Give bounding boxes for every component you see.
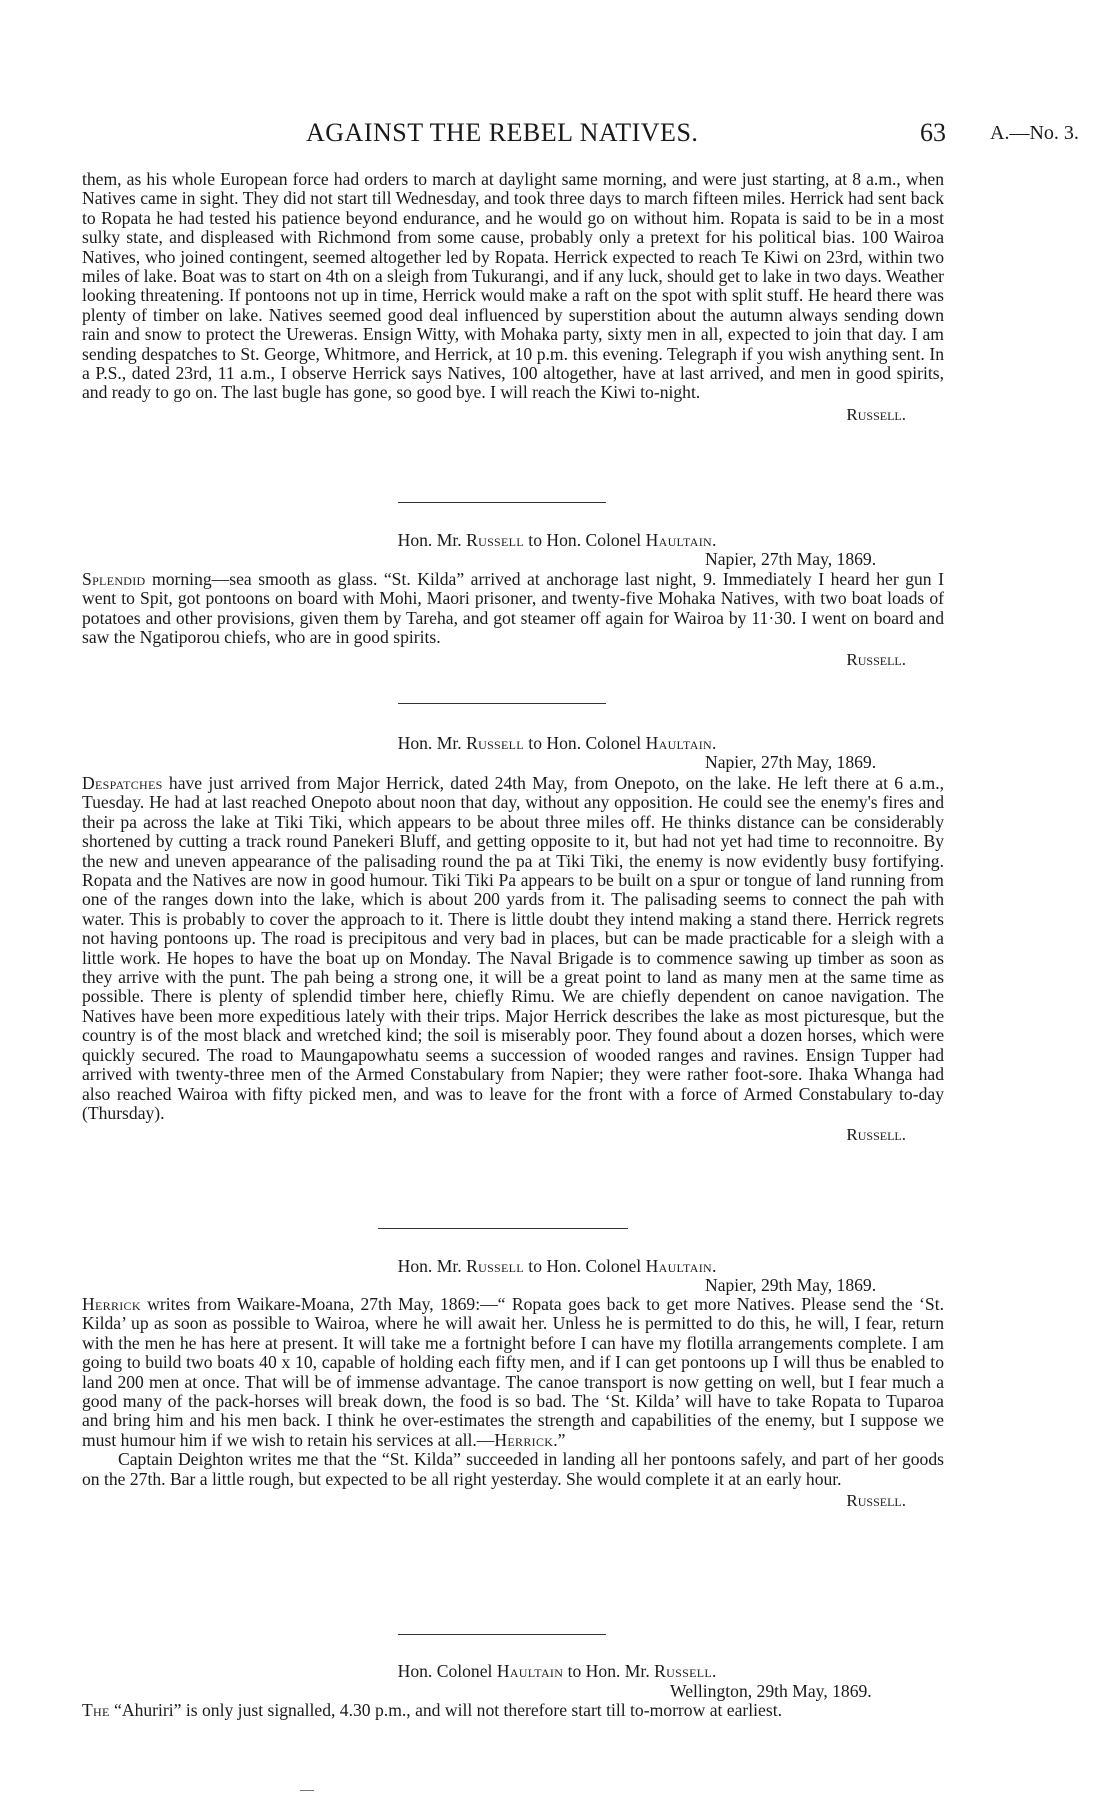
letter-paragraph: have just arrived from Major Herrick, dated 24th May, from Onepoto, on the lake. He left there at 6 a.m., Tuesday. He had at last reached Onepoto about noon that day, without any opposition. He could see the enemy's fires and their pa across the lake at Tiki Tiki, which appears to be about three miles off. He thinks distance can be considerably shortened by cutting a track round Panekeri Bluff, and getting opposite to it, but had not yet had time to reconnoitre. By the new and uneven appearance of the palisading round the pa at Tiki Tiki, the enemy is now evidently busy fortifying. Ropata and the Natives are now in good humour. Tiki Tiki Pa appears to be built on a spur or tongue of land running from one of the ranges down into the lake, which is about 200 yards from it. The palisading seems to connect the pah with water. This is probably to cover the approach to it. There is little doubt they intend making a stand there. Herrick regrets not having pontoons up. The road is precipitous and very bad in places, but can be made practicable for a sleigh with a little work. He hopes to have the boat up on Monday. The Naval Brigade is to commence sawing up timber as soon as they arrive with the punt. The pah being a strong one, it will be a great point to land as many men at the same time as possible. There is plenty of splendid timber here, chiefly Rimu. We are chiefly dependent on canoe navigation. The Natives have been more expeditious lately with their trips. Major Herrick describes the lake as most picturesque, but the country is of the most black and wretched kind; the soil is miserably poor. They found about a dozen horses, which were quickly secured. The road to Maungapowhatu seems a succession of wooded ranges and ravines. Ensign Tupper had arrived with twenty-three men of the Armed Constabulary from Napier; they were rather foot-sore. Ihaka Whanga had also reached Wairoa with fifty picked men, and was to leave for the front with a force of Armed Constabulary to-day (Thursday). (82, 773, 944, 1123)
letter-body: Herrick writes from Waikare-Moana, 27th May, 1869:—“ Ropata goes back to get more Natives. Please send the ‘St. Kilda’ up as soon as possible to Wairoa, where he will await her. Unless he is permitted to do this, he will, I fear, return with the men he has here at present. It will take me a fortnight before I can have my flotilla arrangements complete. I am going to build two boats 40 x 10, capable of holding each fifty men, and if I can get pontoons up I will thus be enabled to land 200 men at once. That will be of immense advantage. The canoe transport is now getting on well, but I fear much a good many of the pack-horses will break down, the food is so bad. The ‘St. Kilda’ will have to take Ropata to Tuparoa and bring him and his men back. I think he over-estimates the strength and capabilities of the enemy, but I suppose we must humour him if we wish to retain his services at all.—Herrick.” Captain Deighton writes me that the “St. Kilda” succeeded in landing all her pontoons safely, and part of her goods on the 27th. Bar a little rough, but expected to be all right yesterday. She would complete it at an early hour. Russell. (82, 1294, 944, 1511)
letter-paragraph: writes from Waikare-Moana, 27th May, 1869:—“ Ropata goes back to get more Natives. Please send the ‘St. Kilda’ up as soon as possible to Wairoa, where he will await her. Unless he is permitted to do this, he will, I fear, return with the men he has here at present. It will take me a fortnight before I can have my flotilla arrangements complete. I am going to build two boats 40 x 10, capable of holding each fifty men, and if I can get pontoons up I will thus be enabled to land 200 men at once. That will be of immense advantage. The canoe transport is now getting on well, but I fear much a good many of the pack-horses will break down, the food is so bad. The ‘St. Kilda’ will have to take Ropata to Tuparoa and bring him and his men back. I think he over-estimates the strength and capabilities of the enemy, but I suppose we must humour him if we wish to retain his services at all.— (82, 1294, 944, 1450)
page-title: AGAINST THE REBEL NATIVES. (306, 118, 699, 147)
continuation-paragraph: them, as his whole European force had orders to march at daylight same morning, and were just starting, at 8 a.m., when Natives came in sight. They did not start till Wednesday, and took three days to march fifteen miles. Herrick had sent back to Ropata he had tested his patience beyond endurance, and he would go on without him. Ropata is said to be in a most sulky state, and displeased with Richmond from some cause, probably only a pretext for his political bias. 100 Wairoa Natives, who joined contingent, seemed altogether led by Ropata. Herrick expected to reach Te Kiwi on 23rd, within two miles of lake. Boat was to start on 4th on a sleigh from Tukurangi, and if any luck, should get to lake in two days. Weather looking threatening. If pontoons not up in time, Herrick would make a raft on the spot with split stuff. He heard there was plenty of timber on lake. Natives seemed good deal influenced by superstition about the autumn always sending down rain and snow to protect the Ureweras. Ensign Witty, with Mohaka party, sixty men in all, expected to join that day. I am sending despatches to St. George, Whitmore, and Herrick, at 10 p.m. this evening. Telegraph if you wish anything sent. In a P.S., dated 23rd, 11 a.m., I observe Herrick says Natives, 100 altogether, have at last arrived, and men in good spirits, and ready to go on. The last bugle has gone, so good bye. I will reach the Kiwi to-night. (82, 169, 944, 403)
dateline: Napier, 27th May, 1869. (705, 752, 877, 772)
recipient-name: Haultain (645, 1256, 712, 1276)
letter-paragraph: Captain Deighton writes me that the “St. Kilda” succeeded in landing all her pontoons safely, and part of her goods on the 27th. Bar a little rough, but expected to be all right yesterday. She would complete it at an early hour. (82, 1449, 944, 1489)
section-divider (398, 502, 606, 503)
lead-word: Despatches (82, 773, 163, 793)
dateline: Napier, 27th May, 1869. (705, 549, 877, 569)
letter-paragraph: “Ahuriri” is only just signalled, 4.30 p.m., and will not therefore start till to-morrow at earliest. (109, 1700, 782, 1720)
dateline: Wellington, 29th May, 1869. (670, 1681, 872, 1701)
closing-name: Herrick (494, 1429, 554, 1450)
recipient-name: Russell (654, 1661, 712, 1681)
letter-body (82, 774, 944, 1145)
recipient-name: Haultain (645, 733, 712, 753)
sender-name: Russell (466, 1256, 524, 1276)
sender-name: Russell (466, 733, 524, 753)
letter-heading: Hon. Mr. Russell to Hon. Colonel Haultain. (397, 530, 717, 550)
signature: Russell. (846, 1491, 906, 1511)
continuation-section (82, 170, 944, 424)
letter-body (82, 570, 944, 669)
sender-name: Haultain (496, 1661, 564, 1681)
letter-heading: Hon. Mr. Russell to Hon. Colonel Haultain. (397, 733, 717, 753)
section-divider (398, 703, 606, 704)
signature: Russell. (846, 404, 906, 424)
signature: Russell. (846, 649, 906, 669)
lead-word: Herrick (82, 1294, 141, 1314)
letter-heading: Hon. Mr. Russell to Hon. Colonel Haultain. (397, 1256, 717, 1276)
recipient-name: Haultain (645, 530, 712, 550)
letter-heading: Hon. Colonel Haultain to Hon. Mr. Russell. (397, 1661, 717, 1681)
document-reference: A.—No. 3. (990, 122, 1079, 144)
lead-word: The (82, 1700, 110, 1720)
lead-word: Splendid (82, 569, 146, 589)
dateline: Napier, 29th May, 1869. (705, 1275, 877, 1295)
sender-name: Russell (466, 530, 524, 550)
letter-body (82, 1701, 944, 1720)
page-number: 63 (920, 118, 946, 147)
section-divider (398, 1634, 606, 1635)
signature: Russell. (846, 1125, 906, 1145)
footer-mark (300, 1790, 314, 1791)
running-header (0, 118, 1114, 158)
section-divider (378, 1228, 628, 1229)
letter-paragraph: morning—sea smooth as glass. “St. Kilda” arrived at anchorage last night, 9. Immediately I heard her gun I went to Spit, got pontoons on board with Mohi, Maori prisoner, and twenty-five Mohaka Natives, with two boat loads of potatoes and other provisions, given them by Tareha, and got steamer off again for Wairoa by 11·30. I went on board and saw the Ngatiporou chiefs, who are in good spirits. (82, 569, 944, 648)
